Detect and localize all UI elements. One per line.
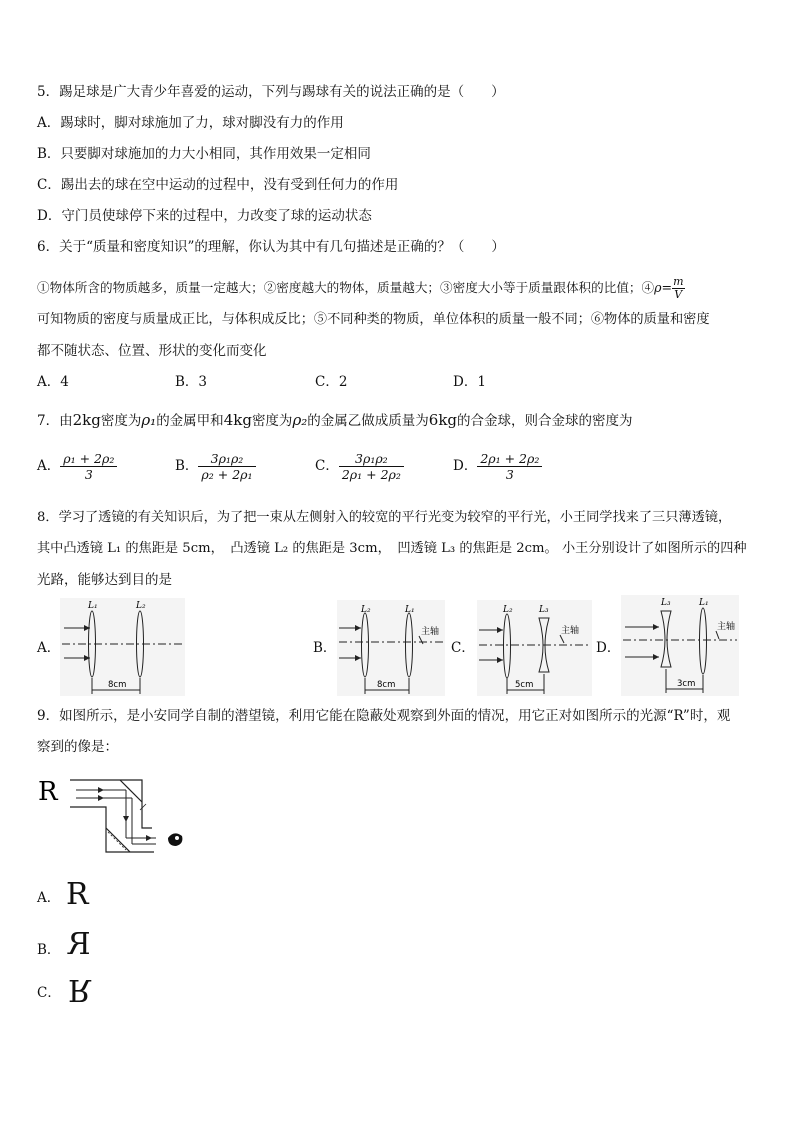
q7-mass-1: 2kg: [72, 411, 101, 429]
q8-figure-b: [337, 600, 445, 696]
q7-stem-d: 密度为: [251, 413, 293, 429]
q7-option-d: [453, 451, 542, 482]
q8-c-lens3-label: L₃: [539, 605, 549, 615]
q7-option-b: [175, 451, 256, 482]
q6-line2: 可知物质的密度与质量成正比，与体积成反比；⑤不同种类的物质，单位体积的质量一般不同；⑥物体的质量和密度: [37, 312, 710, 327]
q8-option-d-label: D．: [596, 640, 621, 656]
q9-option-a-glyph: R: [66, 877, 89, 912]
q6-formula-fraction: [672, 276, 684, 301]
q9-option-b-label: B．: [37, 942, 61, 958]
q7-option-b-fraction: [198, 451, 255, 482]
q7-option-a: [37, 451, 117, 482]
q7-option-c: [315, 451, 404, 482]
q7-rho-2: ρ₂: [292, 411, 308, 429]
q7-option-b-den: ρ₂ + 2ρ₁: [201, 467, 253, 482]
q8-c-lens2-label: L₂: [503, 605, 513, 615]
q7-stem-b: 密度为: [100, 413, 142, 429]
q6-formula-num: m: [673, 275, 684, 288]
q8-a-lens2-label: L₂: [136, 601, 146, 611]
q5-option-a: A．踢球时，脚对球施加了力，球对脚没有力的作用: [37, 115, 344, 131]
q9-option-b-glyph: R: [68, 927, 91, 962]
q9-line1: 9．如图所示，是小安同学自制的潜望镜，利用它能在隐蔽处观察到外面的情况，用它正对如图所示的光源“R”时，观: [37, 708, 731, 724]
q9-option-c-glyph: R: [68, 972, 91, 1007]
q8-c-distance: 5cm: [515, 680, 534, 690]
q7-option-b-num: 3ρ₁ρ₂: [198, 451, 255, 467]
q6-option-a: A．4: [37, 374, 69, 390]
q7-option-a-label: A．: [37, 458, 61, 474]
q5-option-c: C．踢出去的球在空中运动的过程中，没有受到任何力的作用: [37, 177, 399, 193]
q6-option-b: B．3: [175, 374, 208, 390]
q9-source-letter: R: [38, 777, 58, 807]
q7-option-c-fraction: [339, 451, 404, 482]
q6-line1-text: ①物体所含的物质越多，质量一定越大；②密度越大的物体，质量越大；③密度大小等于质量跟体积的比值；④: [37, 280, 655, 295]
q6-line1: [37, 276, 685, 301]
q5-stem: 5．踢足球是广大青少年喜爱的运动，下列与踢球有关的说法正确的是（ ）: [37, 84, 505, 100]
q7-option-b-label: B．: [175, 458, 199, 474]
q8-b-lens2-label: L₂: [361, 605, 371, 615]
q7-stem-e: 的金属乙做成质量为: [307, 413, 429, 429]
q7-option-d-fraction: [477, 451, 542, 482]
q8-option-b-label: B．: [313, 640, 337, 656]
q8-d-distance: 3cm: [677, 679, 696, 689]
q7-option-c-num: 3ρ₁ρ₂: [339, 451, 404, 467]
q7-option-a-fraction: [60, 451, 117, 482]
q8-a-distance: 8cm: [108, 680, 127, 690]
q8-figure-d: [621, 595, 739, 696]
q7-stem: [37, 411, 633, 430]
q9-option-c-label: C．: [37, 985, 61, 1001]
q8-option-c-label: C．: [451, 640, 475, 656]
q8-option-a-label: A．: [37, 640, 61, 656]
q7-option-a-num: ρ₁ + 2ρ₂: [60, 451, 117, 467]
q7-rho-1: ρ₁: [141, 411, 157, 429]
q7-option-d-den: 3: [505, 467, 514, 482]
q6-stem: 6．关于“质量和密度知识”的理解，你认为其中有几句描述是正确的？（ ）: [37, 239, 505, 255]
q8-d-axis-label: 主轴: [717, 622, 736, 632]
q6-formula-lhs: ρ=: [654, 280, 673, 295]
q8-figure-a: [60, 598, 185, 696]
q7-option-d-label: D．: [453, 458, 478, 474]
q8-d-lens3-label: L₃: [661, 598, 671, 608]
q7-mass-3: 6kg: [428, 411, 458, 429]
q6-formula-den: V: [674, 288, 683, 301]
q8-d-lens1-label: L₁: [699, 598, 709, 608]
q5-option-d: D．守门员使球停下来的过程中，力改变了球的运动状态: [37, 208, 372, 224]
q8-b-axis-label: 主轴: [421, 627, 440, 637]
q8-line2: 其中凸透镜 L₁ 的焦距是 5cm， 凸透镜 L₂ 的焦距是 3cm， 凹透镜 L₃ 的焦距是 2cm。 小王分别设计了如图所示的四种: [37, 541, 747, 556]
q6-line3: 都不随状态、位置、形状的变化而变化: [37, 343, 267, 359]
q8-figure-c: [477, 600, 592, 696]
q8-line1: 8．学习了透镜的有关知识后，为了把一束从左侧射入的较宽的平行光变为较窄的平行光，小王同学找来了三只薄透镜，: [37, 510, 732, 525]
q7-option-c-label: C．: [315, 458, 339, 474]
q8-b-lens1-label: L₁: [405, 605, 415, 615]
q5-option-b: B．只要脚对球施加的力大小相同，其作用效果一定相同: [37, 146, 371, 162]
q9-periscope-figure: [36, 770, 188, 856]
q7-stem-a: 7．由: [37, 413, 73, 429]
q7-option-d-num: 2ρ₁ + 2ρ₂: [477, 451, 542, 467]
q6-option-d: D．1: [453, 374, 486, 390]
q7-option-c-den: 2ρ₁ + 2ρ₂: [341, 467, 401, 482]
q9-option-a-label: A．: [37, 890, 61, 906]
q7-stem-c: 的金属甲和: [156, 413, 224, 429]
q6-option-c: C．2: [315, 374, 348, 390]
q7-stem-f: 的合金球，则合金球的密度为: [457, 413, 633, 429]
q7-option-a-den: 3: [84, 467, 93, 482]
q8-b-distance: 8cm: [377, 680, 396, 690]
q8-line3: 光路，能够达到目的是: [37, 572, 172, 588]
q8-a-lens1-label: L₁: [88, 601, 98, 611]
q8-c-axis-label: 主轴: [561, 626, 580, 636]
q7-mass-2: 4kg: [223, 411, 252, 429]
q9-line2: 察到的像是：: [37, 739, 118, 755]
